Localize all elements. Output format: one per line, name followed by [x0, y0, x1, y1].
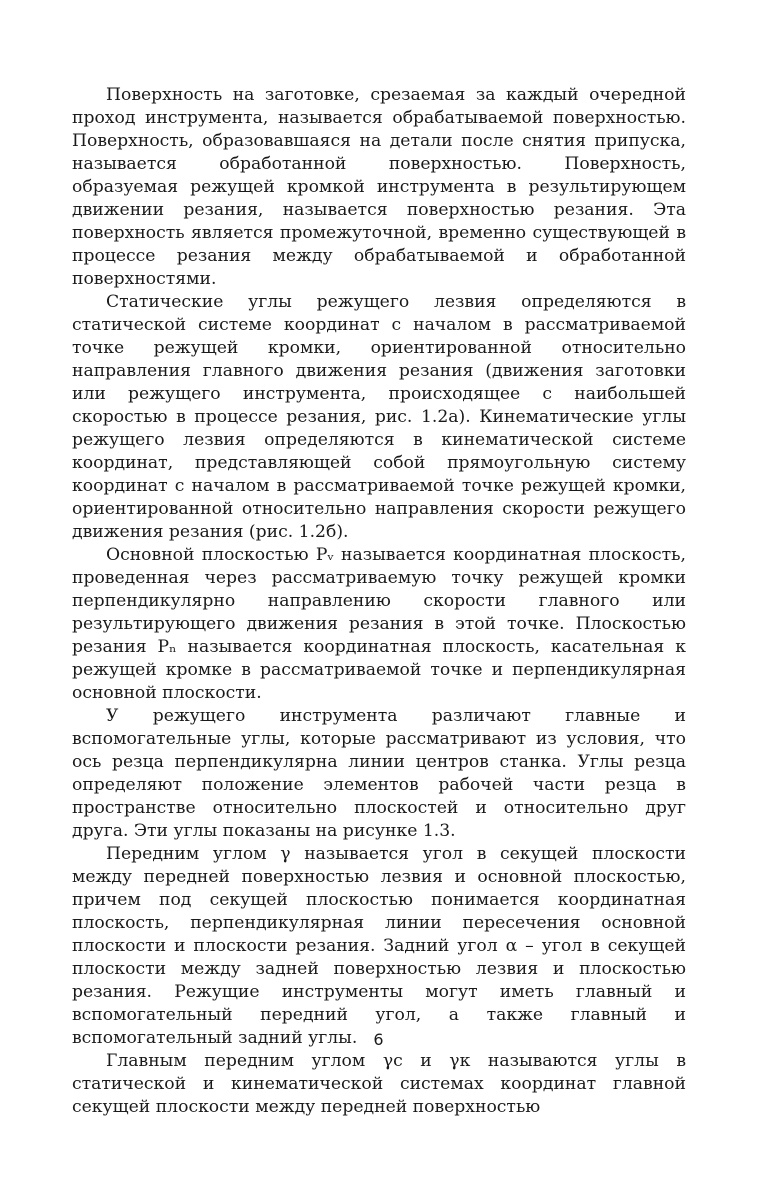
page-number: 6 — [373, 1030, 384, 1049]
paragraph-main-auxiliary-angles: У режущего инструмента различают главные и вспомогательные углы, которые рассматривают из условия, что ось резца перпендикулярна линии центров станка. Углы резца определяют положение элементов рабочей части резца в пространстве относительно плоскостей и относительно друг друга. Эти углы показаны на рисунке 1.3. — [72, 706, 686, 841]
page-body — [72, 84, 686, 1119]
paragraph-base-plane: Основной плоскостью Pᵥ называется координатная плоскость, проведенная через рассматриваемую точку режущей кромки перпендикулярно направлению скорости главного или результирующего движения резания в этой точке. Плоскостью резания Pₙ называется координатная плоскость, касательная к режущей кромке в рассматриваемой точке и перпендикулярная основной плоскости. — [72, 545, 686, 703]
paragraph-surfaces: Поверхность на заготовке, срезаемая за каждый очередной проход инструмента, называется обрабатываемой поверхностью. Поверхность, образовавшаяся на детали после снятия припуска, называется обработанной поверхностью. Поверхность, образуемая режущей кромкой инструмента в результирующем движении резания, называется поверхностью резания. Эта поверхность является промежуточной, временно существующей в процессе резания между обрабатываемой и обработанной поверхностями. — [72, 85, 686, 289]
paragraph-rake-angle: Передним углом γ называется угол в секущей плоскости между передней поверхностью лезвия и основной плоскостью, причем под секущей плоскостью понимается координатная плоскость, перпендикулярная линии пересечения основной плоскости и плоскости резания. Задний угол α – угол в секущей плоскости между задней поверхностью лезвия и плоскостью резания. Режущие инструменты могут иметь главный и вспомогательный передний угол, а также главный и вспомогательный задний углы. — [72, 844, 686, 1048]
paragraph-main-rake-angle: Главным передним углом γс и γк называются углы в статической и кинематической системах координат главной секущей плоскости между передней поверхностью — [72, 1051, 686, 1117]
paragraph-static-angles: Статические углы режущего лезвия определяются в статической системе координат с началом в рассматриваемой точке режущей кромки, ориентированной относительно направления главного движения резания (движения заготовки или режущего инструмента, происходящее с наибольшей скоростью в процессе резания, рис. 1.2а). Кинематические углы режущего лезвия определяются в кинематической системе координат, представляющей собой прямоугольную систему координат с началом в рассматриваемой точке режущей кромки, ориентированной относительно направления скорости режущего движения резания (рис. 1.2б). — [72, 292, 686, 542]
